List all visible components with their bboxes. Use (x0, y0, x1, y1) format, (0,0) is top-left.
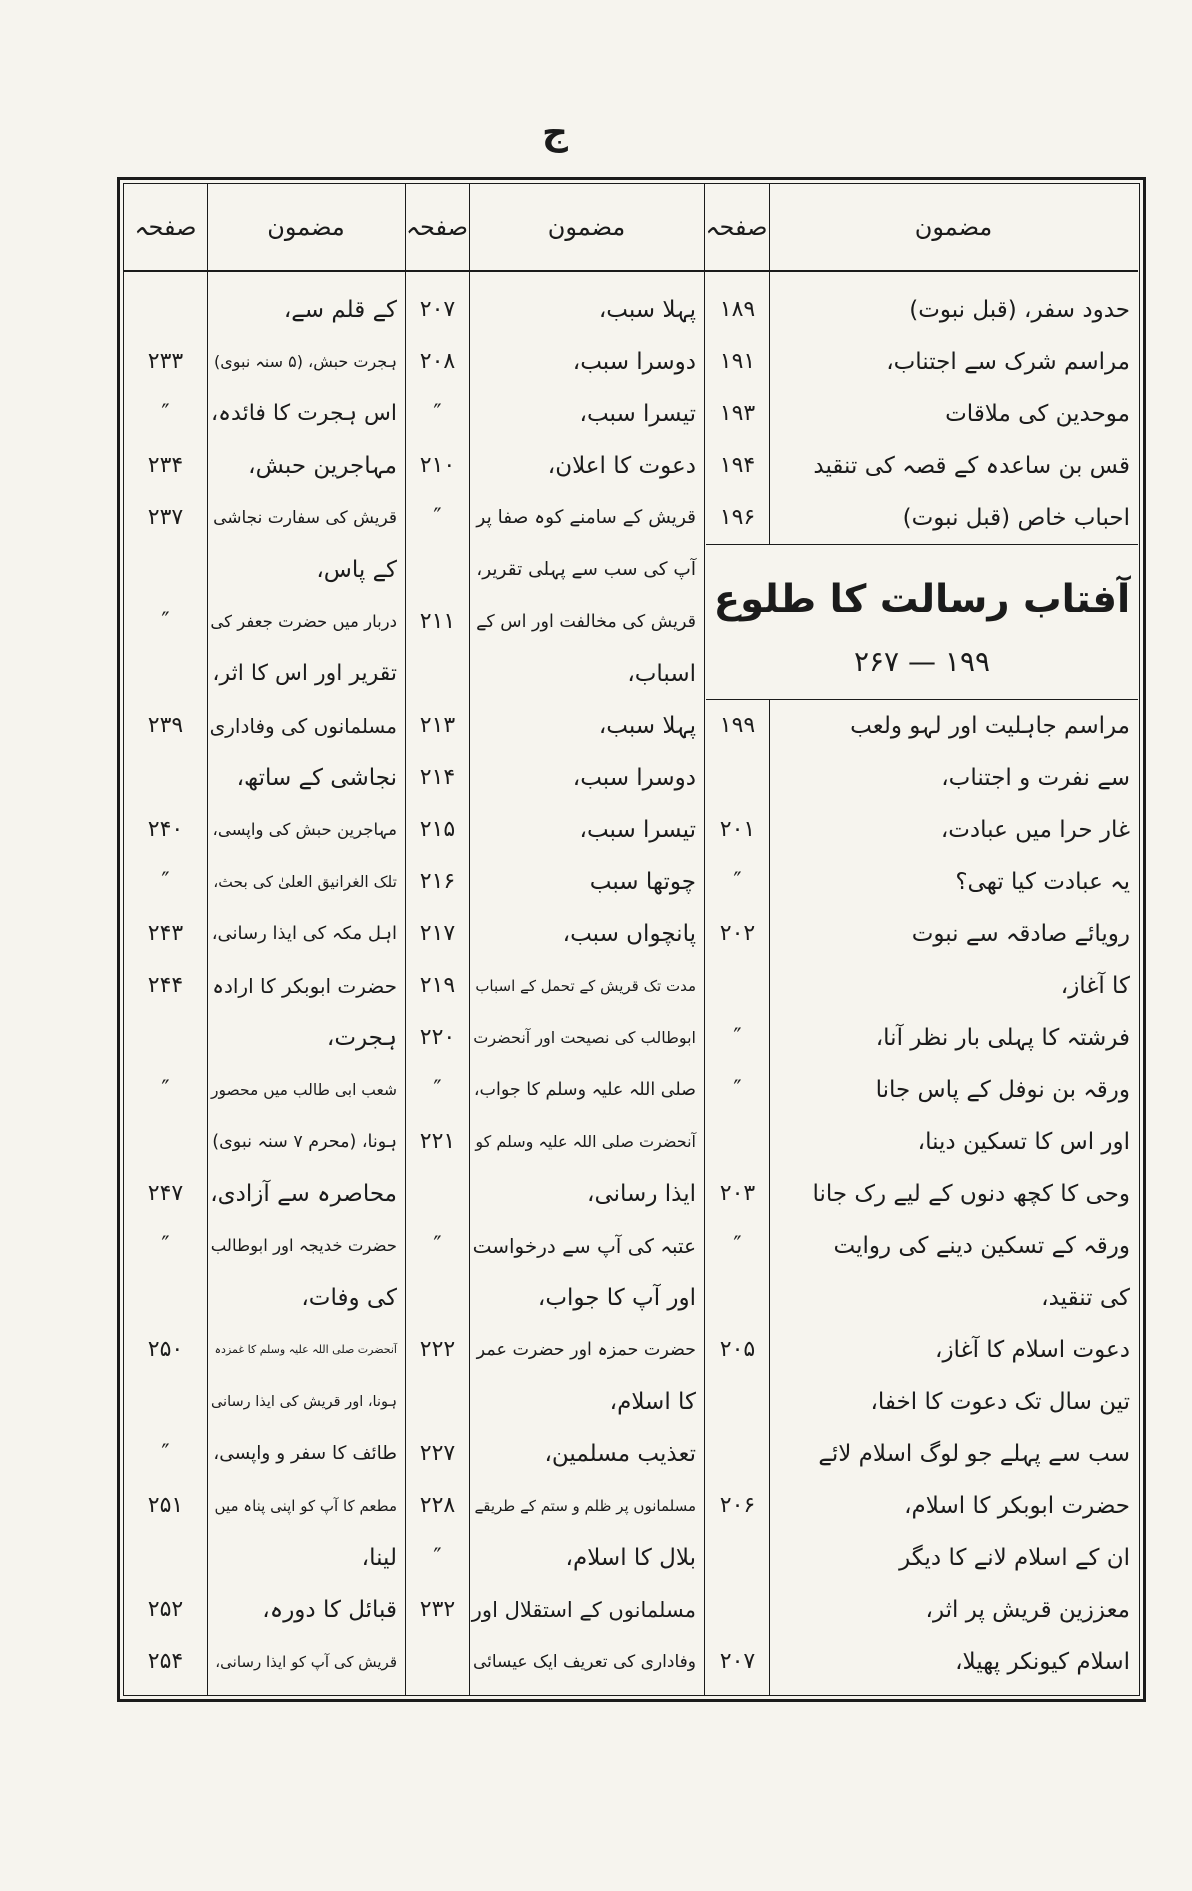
page-number: ۲۰۷ (719, 1649, 756, 1674)
entry-text: ابوطالب کی نصیحت اور آنحضرت (473, 1028, 696, 1047)
page-number: ۲۲۷ (419, 1441, 456, 1466)
page-number: ۱۹۱ (719, 349, 756, 374)
toc-row (706, 1272, 1138, 1324)
entry-text: قریش کی مخالفت اور اس کے (476, 612, 696, 632)
toc-row (124, 856, 405, 908)
entry-text: عتبہ کی آپ سے درخواست (472, 1234, 696, 1258)
page-number (124, 1012, 207, 1064)
toc-row (124, 1376, 405, 1428)
entry-text: آپ کی سب سے پہلی تقریر، (476, 559, 696, 580)
contents-column-middle (406, 272, 704, 1695)
page-number (406, 648, 469, 700)
entry-text: قریش کی آپ کو ایذا رسانی، (215, 1653, 397, 1671)
entry-text: ایذا رسانی، (587, 1181, 696, 1207)
page-number: ۲۱۳ (419, 713, 456, 738)
toc-row (406, 1064, 704, 1116)
toc-row (706, 1584, 1138, 1636)
entry-text: حضرت ابوبکر کا اسلام، (904, 1493, 1130, 1519)
toc-row (124, 1428, 405, 1480)
entry-text: تلک الغرانیق العلیٰ کی بحث، (213, 873, 397, 891)
page-number: ۲۲۲ (419, 1337, 456, 1362)
entry-text: مسلمانوں پر ظلم و ستم کے طریقے (474, 1497, 696, 1515)
page-number: ″ (733, 1025, 742, 1050)
entry-text: لینا، (361, 1545, 397, 1571)
toc-row (406, 596, 704, 648)
page-number: ″ (433, 401, 442, 426)
page-number (706, 1272, 769, 1324)
entry-text: آنحضرت صلی اللہ علیہ وسلم کو (475, 1132, 696, 1151)
page-number: ۱۹۳ (719, 401, 756, 426)
toc-row (124, 1012, 405, 1064)
toc-row (406, 388, 704, 440)
entry-text: سب سے پہلے جو لوگ اسلام لائے (818, 1441, 1130, 1467)
page-number: ۲۱۹ (419, 973, 456, 998)
toc-row (706, 388, 1138, 440)
page-number: ۲۰۶ (719, 1493, 756, 1518)
page-number (706, 1532, 769, 1584)
entry-text: ہونا، اور قریش کی ایذا رسانی (210, 1394, 397, 1410)
page-number: ″ (161, 869, 170, 894)
page-number: ۲۱۰ (419, 453, 456, 478)
page-number: ۲۴۳ (147, 921, 184, 946)
page-number: ″ (161, 609, 170, 634)
entry-text: غار حرا میں عبادت، (940, 817, 1130, 843)
toc-row (706, 700, 1138, 752)
page-number (406, 1168, 469, 1220)
toc-row (124, 1116, 405, 1168)
toc-row (124, 492, 405, 544)
page-number: ۱۹۶ (719, 505, 756, 530)
page-number: ″ (161, 401, 170, 426)
page-number: ۲۵۱ (147, 1493, 184, 1518)
toc-row (406, 336, 704, 388)
column-rule (405, 184, 406, 1695)
page-number: ″ (733, 1077, 742, 1102)
page-number: ۱۹۴ (719, 453, 756, 478)
contents-column-right (706, 272, 1138, 1695)
page-number: ″ (433, 1077, 442, 1102)
column-rule (769, 184, 770, 1695)
page-number (406, 1272, 469, 1324)
entry-text: ورقہ بن نوفل کے پاس جانا (875, 1077, 1130, 1103)
entry-text: شعب ابی طالب میں محصور (211, 1081, 397, 1099)
page-number (124, 752, 207, 804)
column-header-topic: مضمون (547, 213, 626, 241)
entry-text: چوتھا سبب (589, 869, 696, 895)
page-number: ۲۱۱ (419, 609, 456, 634)
entry-text: پہلا سبب، (598, 297, 696, 323)
toc-row (124, 1168, 405, 1220)
page-number: ۲۴۷ (147, 1181, 184, 1206)
page-number (706, 1116, 769, 1168)
page-number: ۲۰۲ (719, 921, 756, 946)
entry-text: طائف کا سفر و واپسی، (213, 1443, 397, 1464)
entry-text: قریش کی سفارت نجاشی (213, 508, 397, 528)
entry-text: اس ہجرت کا فائدہ، (211, 401, 397, 426)
table-header (124, 184, 1138, 272)
entry-text: وحی کا کچھ دنوں کے لیے رک جانا (812, 1181, 1130, 1207)
toc-row (706, 336, 1138, 388)
toc-row (706, 908, 1138, 960)
entry-text: ہجرت حبش، (۵ سنہ نبوی) (214, 352, 397, 371)
column-header-page: صفحہ (405, 213, 469, 241)
toc-row (706, 1636, 1138, 1688)
entry-text: دوسرا سبب، (572, 349, 696, 375)
page-number: ″ (733, 1233, 742, 1258)
toc-row (406, 1272, 704, 1324)
entry-text: بلال کا اسلام، (565, 1545, 696, 1571)
toc-row (706, 440, 1138, 492)
toc-row (124, 1324, 405, 1376)
page-number: ۲۵۰ (147, 1337, 184, 1362)
entry-text: مطعم کا آپ کو اپنی پناہ میں (214, 1497, 397, 1515)
page-number (124, 544, 207, 596)
entry-text: تعذیب مسلمین، (544, 1441, 696, 1467)
page-number: ″ (433, 505, 442, 530)
page-number: ۲۱۶ (419, 869, 456, 894)
entry-text: تین سال تک دعوت کا اخفا، (870, 1389, 1130, 1415)
page-number: ″ (161, 1441, 170, 1466)
toc-row (706, 1012, 1138, 1064)
toc-row (124, 752, 405, 804)
entry-text: دعوت اسلام کا آغاز، (935, 1337, 1130, 1363)
toc-row (706, 1324, 1138, 1376)
toc-row (706, 1116, 1138, 1168)
toc-row (124, 544, 405, 596)
toc-row (706, 1376, 1138, 1428)
column-header-page: صفحہ (705, 213, 768, 241)
toc-row (406, 1220, 704, 1272)
entry-text: رویائے صادقہ سے نبوت (911, 921, 1130, 947)
page-number: ۱۹۹ (719, 713, 756, 738)
page-number: ۲۳۷ (147, 505, 184, 530)
entry-text: کا اسلام، (609, 1389, 696, 1415)
entry-text: تیسرا سبب، (579, 401, 696, 427)
contents-table (117, 177, 1146, 1702)
toc-row (406, 1428, 704, 1480)
contents-column-left (124, 272, 405, 1695)
toc-row (706, 1480, 1138, 1532)
toc-row (706, 856, 1138, 908)
toc-row (406, 1168, 704, 1220)
page-number: ۲۳۹ (147, 713, 184, 738)
entry-text: ہجرت، (326, 1025, 397, 1051)
entry-text: دوسرا سبب، (572, 765, 696, 791)
toc-row (706, 960, 1138, 1012)
entry-text: قبائل کا دورہ، (262, 1597, 397, 1623)
toc-row (706, 1064, 1138, 1116)
entry-text: فرشتہ کا پہلی بار نظر آنا، (875, 1025, 1130, 1051)
entry-text: نجاشی کے ساتھ، (236, 765, 397, 791)
toc-row (406, 648, 704, 700)
toc-row (406, 1532, 704, 1584)
toc-row (124, 960, 405, 1012)
page-number (406, 1636, 469, 1688)
page-number: ۱۸۹ (719, 297, 756, 322)
entry-text: تقریر اور اس کا اثر، (212, 661, 397, 686)
page-number: ۲۰۳ (719, 1181, 756, 1206)
toc-row (706, 492, 1138, 544)
entry-text: کی تنقید، (1041, 1285, 1130, 1311)
entry-text: مراسم شرک سے اجتناب، (886, 349, 1130, 375)
contents-table-inner (123, 183, 1140, 1696)
toc-row (406, 1324, 704, 1376)
entry-text: اور اس کا تسکین دینا، (917, 1129, 1130, 1155)
column-rule (469, 184, 470, 1695)
entry-text: مہاجرین حبش کی واپسی، (212, 820, 397, 839)
page-number (124, 648, 207, 700)
page-number: ۲۵۴ (147, 1649, 184, 1674)
column-rule (704, 184, 705, 1695)
page-number: ″ (161, 1233, 170, 1258)
page-number (124, 1116, 207, 1168)
page-number (124, 1532, 207, 1584)
entry-text: ورقہ کے تسکین دینے کی روایت (833, 1233, 1130, 1259)
toc-row (124, 596, 405, 648)
entry-text: کے قلم سے، (283, 297, 397, 323)
entry-text: یہ عبادت کیا تھی؟ (955, 869, 1130, 895)
toc-row (406, 700, 704, 752)
toc-row (124, 908, 405, 960)
toc-row (406, 1636, 704, 1688)
page-number: ۲۵۲ (147, 1597, 184, 1622)
entry-text: پہلا سبب، (598, 713, 696, 739)
toc-row (406, 908, 704, 960)
toc-row (406, 492, 704, 544)
entry-text: وفاداری کی تعریف ایک عیسائی (472, 1652, 696, 1672)
toc-row (124, 1532, 405, 1584)
page-number (706, 752, 769, 804)
page-number: ۲۰۷ (419, 297, 456, 322)
entry-text: موحدین کی ملاقات (945, 401, 1130, 427)
page-number: ۲۲۱ (419, 1129, 456, 1154)
page-number (706, 960, 769, 1012)
page-number: ″ (733, 869, 742, 894)
column-header-topic: مضمون (267, 213, 345, 241)
entry-text: حضرت ابوبکر کا ارادہ (212, 974, 397, 998)
toc-row (706, 804, 1138, 856)
entry-text: اسلام کیونکر پھیلا، (955, 1649, 1130, 1675)
page-number: ″ (161, 1077, 170, 1102)
page-number: ۲۱۷ (419, 921, 456, 946)
toc-row (406, 1584, 704, 1636)
page-number: ۲۳۴ (147, 453, 184, 478)
toc-row (406, 544, 704, 596)
entry-text: قریش کے سامنے کوہ صفا پر (476, 507, 696, 528)
page-number: ۲۴۰ (147, 817, 184, 842)
entry-text: ان کے اسلام لانے کا دیگر (899, 1545, 1130, 1571)
entry-text: مسلمانوں کے استقلال اور (471, 1598, 696, 1622)
column-rule (207, 184, 208, 1695)
page-number (406, 1376, 469, 1428)
page-number: ۲۳۲ (419, 1597, 456, 1622)
toc-row (124, 1220, 405, 1272)
toc-row (706, 1532, 1138, 1584)
entry-text: مسلمانوں کی وفاداری (209, 714, 397, 738)
toc-row (124, 440, 405, 492)
page-number (706, 1428, 769, 1480)
entry-text: اسباب، (627, 661, 696, 687)
page-number: ″ (433, 1233, 442, 1258)
section-title: آفتاب رسالت کا طلوع (713, 577, 1131, 622)
toc-row (706, 1428, 1138, 1480)
entry-text: مراسم جاہلیت اور لہو ولعب (850, 713, 1130, 739)
toc-row (124, 1272, 405, 1324)
toc-row (124, 1636, 405, 1688)
page-number: ۲۰۱ (719, 817, 756, 842)
toc-row (124, 804, 405, 856)
toc-row (406, 856, 704, 908)
entry-text: محاصرہ سے آزادی، (210, 1181, 397, 1207)
entry-text: کا آغاز، (1060, 973, 1130, 999)
page-number (124, 284, 207, 336)
entry-text: حضرت حمزہ اور حضرت عمر (476, 1340, 696, 1360)
page-number: ۲۴۴ (147, 973, 184, 998)
page-number: ۲۰۸ (419, 349, 456, 374)
entry-text: آنحضرت صلی اللہ علیہ وسلم کا غمزدہ (214, 1343, 397, 1356)
entry-text: معززین قریش پر اثر، (925, 1597, 1130, 1623)
toc-row (124, 700, 405, 752)
toc-row (124, 388, 405, 440)
entry-text: اور آپ کا جواب، (537, 1285, 696, 1311)
toc-row (406, 1480, 704, 1532)
toc-row (406, 284, 704, 336)
toc-row (706, 1168, 1138, 1220)
page-number: ″ (433, 1545, 442, 1570)
entry-text: اہل مکہ کی ایذا رسانی، (211, 923, 397, 944)
entry-text: تیسرا سبب، (579, 817, 696, 843)
entry-text: کے پاس، (316, 557, 397, 583)
toc-row (406, 1116, 704, 1168)
entry-text: دعوت کا اعلان، (547, 453, 696, 479)
page-number: ۲۰۵ (719, 1337, 756, 1362)
toc-row (406, 752, 704, 804)
section-page-range: ۱۹۹ — ۲۶۷ (853, 645, 991, 678)
page-number: ۲۱۴ (419, 765, 456, 790)
toc-row (406, 1012, 704, 1064)
page-number: ۲۲۸ (419, 1493, 456, 1518)
page-marker: ج (542, 112, 568, 153)
entry-text: حضرت خدیجہ اور ابوطالب (210, 1236, 397, 1255)
entry-text: ہونا، (محرم ۷ سنہ نبوی) (212, 1132, 397, 1152)
toc-row (124, 1480, 405, 1532)
page-number: ۲۲۰ (419, 1025, 456, 1050)
toc-row (124, 1064, 405, 1116)
toc-row (706, 1220, 1138, 1272)
toc-row (706, 752, 1138, 804)
entry-text: قس بن ساعدہ کے قصہ کی تنقید (813, 453, 1130, 479)
page-number (124, 1376, 207, 1428)
page-number (406, 544, 469, 596)
toc-row (706, 284, 1138, 336)
column-header-page: صفحہ (134, 213, 197, 241)
entry-text: دربار میں حضرت جعفر کی (210, 612, 397, 631)
entry-text: کی وفات، (301, 1285, 397, 1311)
entry-text: سے نفرت و اجتناب، (941, 765, 1130, 791)
column-header-topic: مضمون (914, 213, 993, 241)
section-heading (706, 544, 1138, 700)
toc-row (406, 440, 704, 492)
toc-row (124, 1584, 405, 1636)
page-number (706, 1584, 769, 1636)
toc-row (124, 284, 405, 336)
entry-text: مہاجرین حبش، (248, 453, 397, 479)
toc-row (124, 336, 405, 388)
toc-row (406, 804, 704, 856)
toc-row (406, 1376, 704, 1428)
entry-text: احباب خاص (قبل نبوت) (902, 505, 1130, 531)
entry-text: حدود سفر، (قبل نبوت) (909, 297, 1130, 323)
entry-text: مدت تک قریش کے تحمل کے اسباب (475, 977, 696, 995)
entry-text: پانچواں سبب، (562, 921, 696, 947)
toc-row (124, 648, 405, 700)
page-number (706, 1376, 769, 1428)
toc-row (406, 960, 704, 1012)
page-number (124, 1272, 207, 1324)
page-number: ۲۳۳ (147, 349, 184, 374)
table-body (124, 272, 1138, 1695)
page-number: ۲۱۵ (419, 817, 456, 842)
entry-text: صلی اللہ علیہ وسلم کا جواب، (473, 1080, 696, 1100)
